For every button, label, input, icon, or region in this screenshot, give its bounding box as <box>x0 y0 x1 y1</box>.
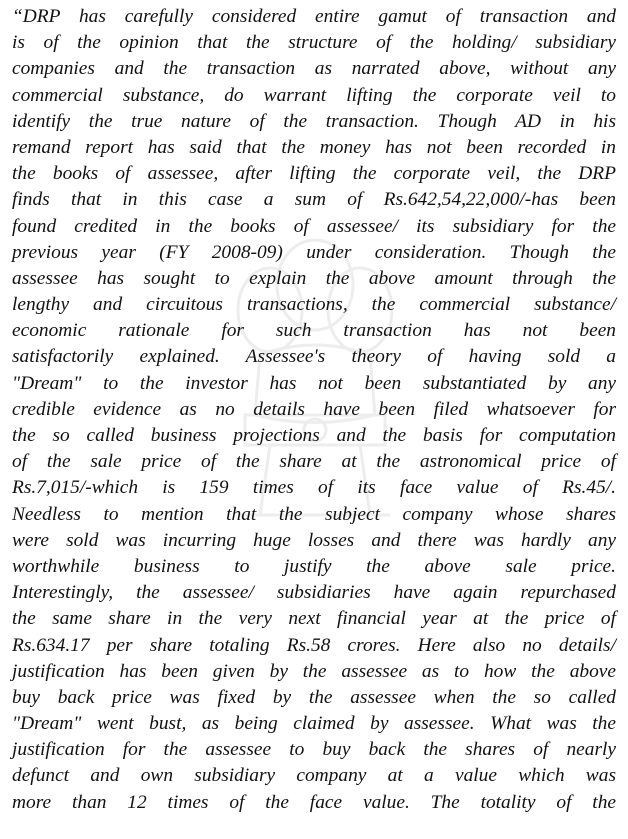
text-line-23: Interestingly, the assessee/ subsidiaries have again repurchased <box>12 582 616 604</box>
text-line-14: satisfactorily explained. Assessee's theory of having sold a <box>12 346 616 368</box>
text-line-31: more than 12 times of the face value. The totality of the <box>12 791 616 813</box>
text-line-1: “DRP has carefully considered entire gamut of transaction and <box>12 6 616 27</box>
text-line-27: buy back price was fixed by the assessee when the so called <box>12 686 616 708</box>
text-line-16: credible evidence as no details have been filed whatsoever for <box>12 398 616 420</box>
text-line-26: justification has been given by the assessee as to how the above <box>12 660 616 682</box>
text-line-3: companies and the transaction as narrated above, without any <box>12 58 616 80</box>
text-line-8: finds that in this case a sum of Rs.642,54,22,000/-has been <box>12 189 616 211</box>
text-line-30: defunct and own subsidiary company at a value which was <box>12 765 616 787</box>
text-line-11: assessee has sought to explain the above amount through the <box>12 267 616 289</box>
text-line-9: found credited in the books of assessee/ its subsidiary for the <box>12 215 616 237</box>
text-line-18: of the sale price of the share at the astronomical price of <box>12 451 616 473</box>
text-line-12: lengthy and circuitous transactions, the commercial substance/ <box>12 294 616 316</box>
text-line-17: the so called business projections and the basis for computation <box>12 425 616 446</box>
text-line-10: previous year (FY 2008-09) under consideration. Though the <box>12 241 616 263</box>
text-line-19: Rs.7,015/-which is 159 times of its face value of Rs.45/. <box>12 477 616 499</box>
text-line-15: "Dream" to the investor has not been substantiated by any <box>12 372 616 394</box>
text-line-29: justification for the assessee to buy back the shares of nearly <box>12 739 616 761</box>
text-line-24: the same share in the very next financial year at the price of <box>12 608 616 630</box>
text-line-20: Needless to mention that the subject company whose shares <box>12 503 616 525</box>
text-line-5: identify the true nature of the transaction. Though AD in his <box>12 110 616 132</box>
text-line-22: worthwhile business to justify the above sale price. <box>12 555 616 577</box>
document-body-text <box>12 4 616 816</box>
text-line-28: "Dream" went bust, as being claimed by assessee. What was the <box>12 713 616 735</box>
text-line-13: economic rationale for such transaction has not been <box>12 320 616 342</box>
text-line-21: were sold was incurring huge losses and there was hardly any <box>12 529 616 551</box>
text-line-4: commercial substance, do warrant lifting the corporate veil to <box>12 84 616 106</box>
text-line-25: Rs.634.17 per share totaling Rs.58 crores. Here also no details/ <box>12 634 616 656</box>
text-line-2: is of the opinion that the structure of the holding/ subsidiary <box>12 32 616 54</box>
text-line-6: remand report has said that the money has not been recorded in <box>12 136 616 158</box>
text-line-7: the books of assessee, after lifting the corporate veil, the DRP <box>12 163 616 185</box>
